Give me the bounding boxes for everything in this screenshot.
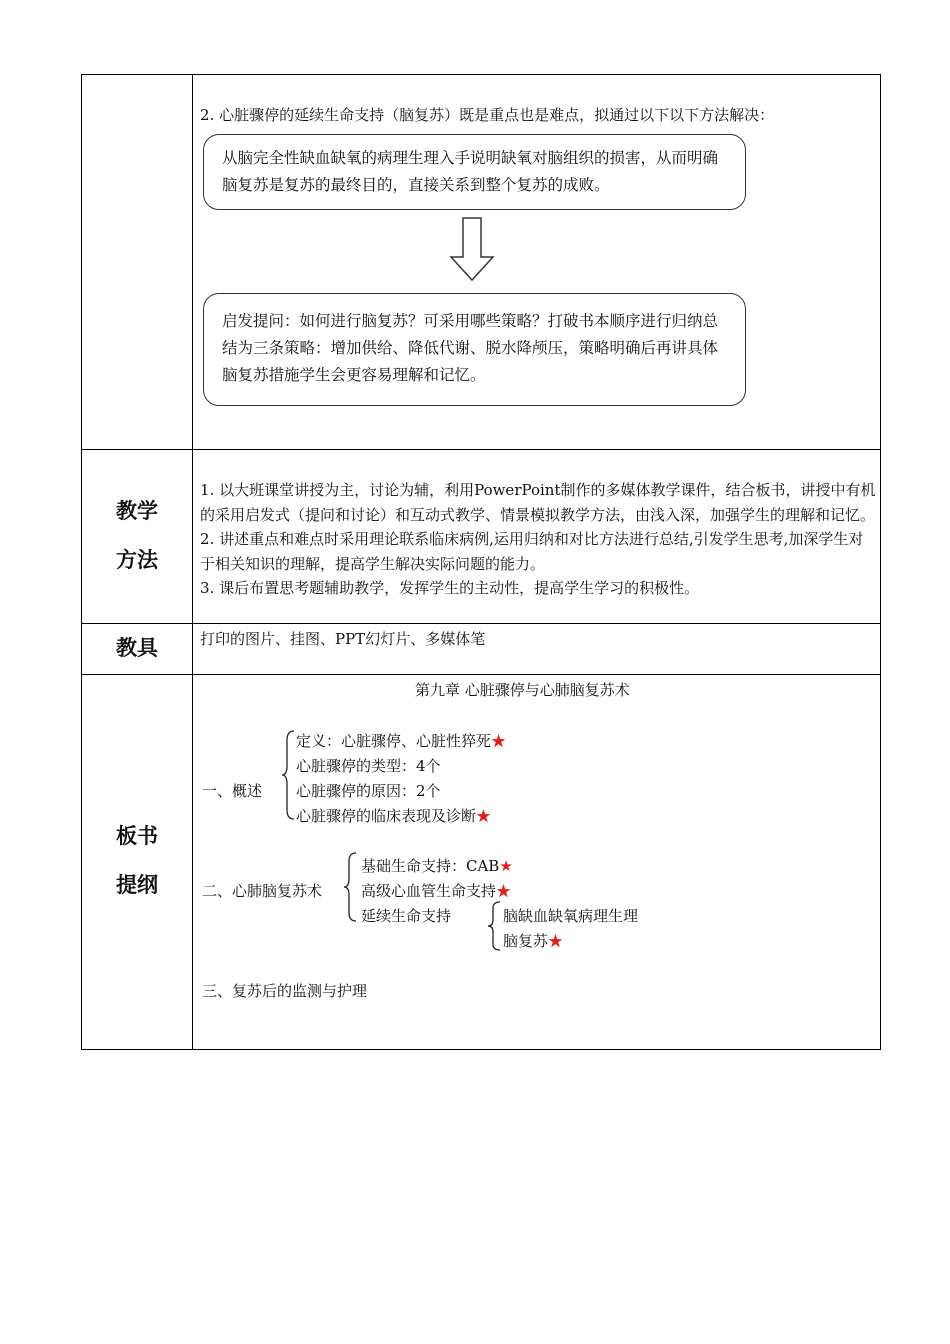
star-icon: ★ — [496, 882, 512, 900]
star-icon: ★ — [491, 732, 507, 750]
rounded-box-1: 从脑完全性缺血缺氧的病理生理入手说明缺氧对脑组织的损害，从而明确脑复苏是复苏的最终目的，直接关系到整个复苏的成败。 — [203, 134, 746, 210]
s2-item: 基础生命支持：CAB★ — [361, 857, 513, 875]
methods-item: 2. 讲述重点和难点时采用理论联系临床病例,运用归纳和对比方法进行总结,引发学生思考,加深学生对于相关知识的理解，提高学生解决实际问题的能力。 — [200, 530, 864, 573]
row1-intro: 2. 心脏骤停的延续生命支持（脑复苏）既是重点也是难点，拟通过以下以下方法解决： — [200, 106, 775, 124]
star-icon: ★ — [476, 807, 492, 825]
row-divider — [82, 674, 880, 675]
brace-icon — [488, 901, 502, 951]
board-label-2: 提纲 — [116, 873, 158, 897]
star-icon: ★ — [499, 857, 513, 875]
s1-item: 定义：心脏骤停、心脏性猝死★ — [296, 732, 507, 750]
methods-label-2: 方法 — [116, 548, 158, 572]
row-divider — [82, 623, 880, 624]
tools-label: 教具 — [116, 636, 158, 660]
section2-heading: 二、心肺脑复苏术 — [202, 882, 323, 900]
brace-icon — [344, 852, 358, 922]
lesson-table — [81, 74, 881, 1050]
methods-item: 3. 课后布置思考题辅助教学，发挥学生的主动性，提高学生学习的积极性。 — [200, 579, 700, 597]
tools-content: 打印的图片、挂图、PPT幻灯片、多媒体笔 — [200, 630, 486, 648]
methods-item: 1. 以大班课堂讲授为主，讨论为辅，利用PowerPoint制作的多媒体教学课件，结合板书，讲授中有机的采用启发式（提问和讨论）和互动式教学、情景模拟教学方法，由浅入深，加强学生的理解和记忆。 — [200, 481, 876, 524]
board-label-1: 板书 — [116, 824, 158, 848]
row-divider — [82, 449, 880, 450]
methods-label-1: 教学 — [116, 499, 158, 523]
s2-sub-item: 脑缺血缺氧病理生理 — [503, 907, 639, 925]
column-divider — [192, 75, 193, 1049]
s1-item: 心脏骤停的临床表现及诊断★ — [296, 807, 492, 825]
methods-list — [200, 478, 876, 601]
section1-heading: 一、概述 — [202, 782, 263, 800]
s2-item: 延续生命支持 — [361, 907, 452, 925]
s1-item: 心脏骤停的原因：2个 — [296, 782, 441, 800]
down-arrow-icon — [450, 217, 500, 283]
rounded-box-2: 启发提问：如何进行脑复苏？可采用哪些策略？打破书本顺序进行归纳总结为三条策略：增加供给、降低代谢、脱水降颅压，策略明确后再讲具体脑复苏措施学生会更容易理解和记忆。 — [203, 293, 746, 406]
brace-icon — [282, 730, 296, 820]
board-title: 第九章 心脏骤停与心肺脑复苏术 — [415, 681, 630, 699]
star-icon: ★ — [548, 932, 564, 950]
s1-item: 心脏骤停的类型：4个 — [296, 757, 441, 775]
section3-heading: 三、复苏后的监测与护理 — [202, 982, 368, 1000]
s2-item: 高级心血管生命支持★ — [361, 882, 512, 900]
s2-sub-item: 脑复苏★ — [503, 932, 564, 950]
